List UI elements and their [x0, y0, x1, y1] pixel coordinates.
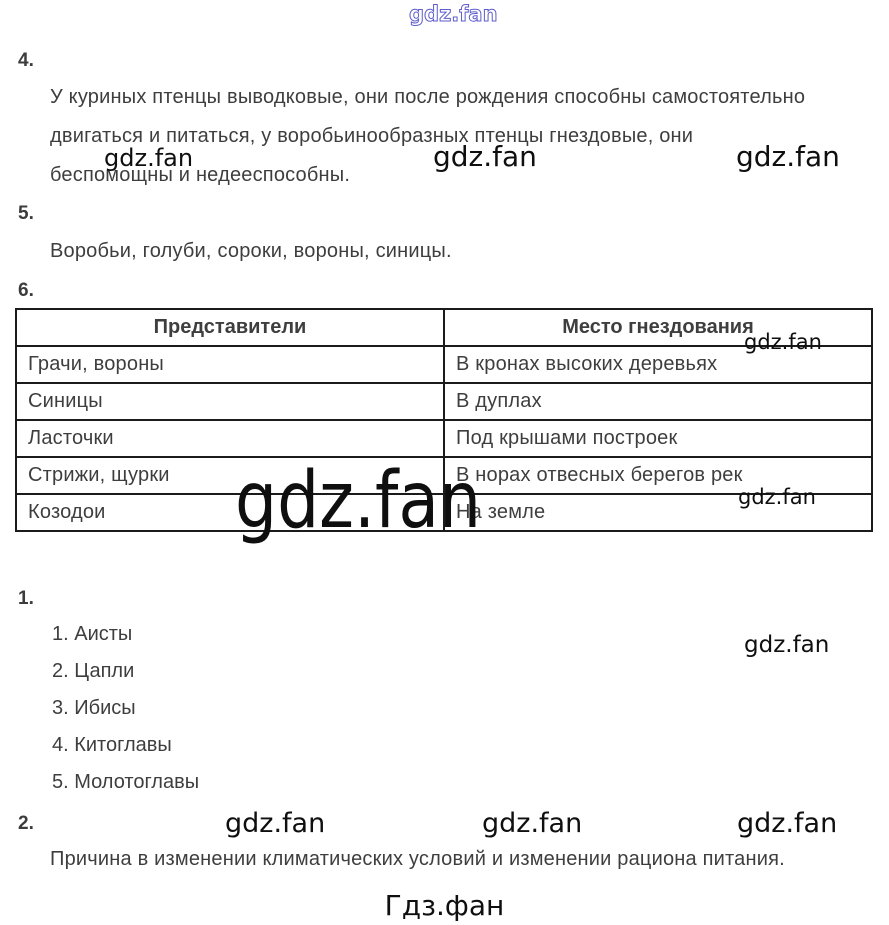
question-4-number: 4. [18, 50, 34, 71]
question-2-answer: Причина в изменении климатических условий и изменении рациона питания. [50, 848, 785, 870]
table-cell: Ласточки [16, 420, 444, 457]
table-cell: В норах отвесных берегов рек [444, 457, 872, 494]
watermark: gdz.fan [736, 140, 840, 173]
table-row [16, 420, 872, 457]
watermark: gdz.fan [482, 808, 583, 839]
list-item: 3. Ибисы [52, 697, 136, 719]
watermark-large: gdz.fan [235, 456, 482, 546]
question-5-answer: Воробьи, голуби, сороки, вороны, синицы. [50, 240, 452, 262]
table-cell: В кронах высоких деревьях [444, 346, 872, 383]
table-cell: Стрижи, щурки [16, 457, 444, 494]
question-4-answer-line: У куриных птенцы выводковые, они после рождения способны самостоятельно [50, 86, 806, 108]
list-item: 1. Аисты [52, 623, 133, 645]
watermark: gdz.fan [744, 330, 822, 354]
table-cell: В дуплах [444, 383, 872, 420]
question-4-answer-line: двигаться и питаться, у воробьинообразных птенцы гнездовые, они [50, 125, 694, 147]
watermark: gdz.fan [433, 140, 537, 173]
question-1-number: 1. [18, 588, 34, 609]
footer-brand: Гдз.фан [384, 889, 505, 922]
question-2-number: 2. [18, 813, 34, 834]
table-cell: Синицы [16, 383, 444, 420]
watermark: gdz.fan [225, 808, 326, 839]
watermark-top: gdz.fan [409, 2, 498, 26]
question-4-answer-line: беспомощны и недееспособны. [50, 164, 351, 186]
watermark: gdz.fan [738, 485, 816, 509]
watermark: gdz.fan [104, 144, 194, 172]
table-header-nesting-place: Место гнездования [444, 309, 872, 346]
question-6-number: 6. [18, 280, 34, 301]
list-item: 2. Цапли [52, 660, 135, 682]
question-5-number: 5. [18, 203, 34, 224]
list-item: 5. Молотоглавы [52, 771, 200, 793]
table-row [16, 383, 872, 420]
table-cell: На земле [444, 494, 872, 531]
list-item: 4. Китоглавы [52, 734, 172, 756]
table-cell: Грачи, вороны [16, 346, 444, 383]
watermark: gdz.fan [737, 808, 838, 839]
table-cell: Под крышами построек [444, 420, 872, 457]
watermark: gdz.fan [744, 632, 830, 658]
table-header-representatives: Представители [16, 309, 444, 346]
table-cell: Козодои [16, 494, 444, 531]
